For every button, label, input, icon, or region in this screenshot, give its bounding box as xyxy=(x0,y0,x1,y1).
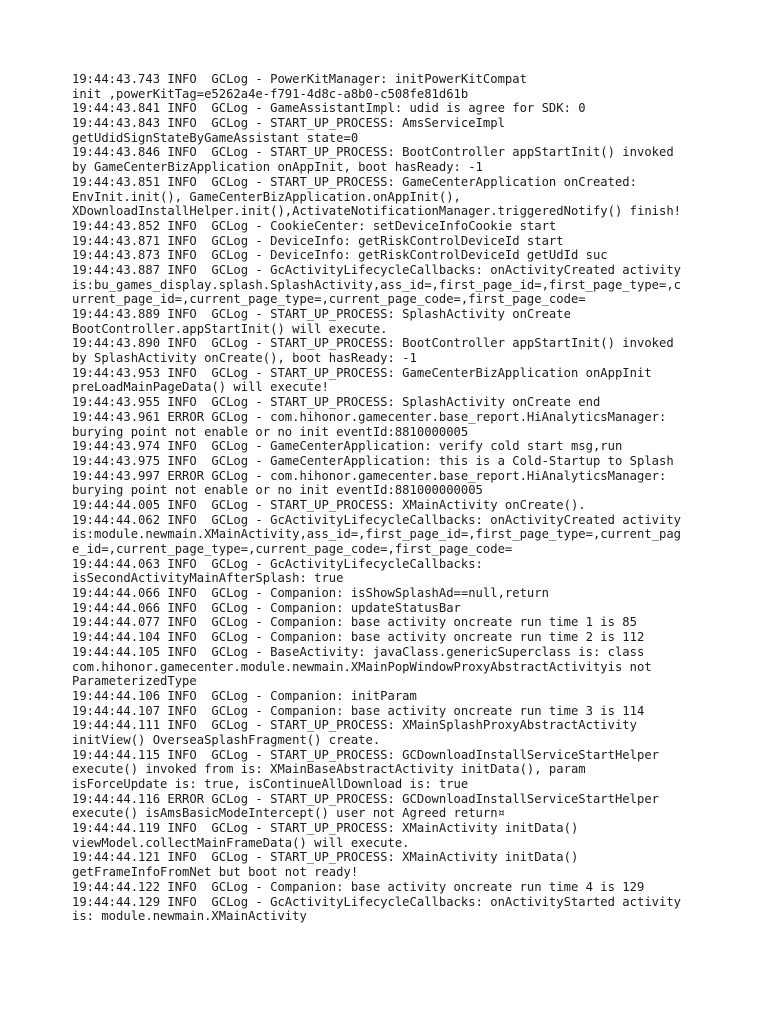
log-line: urrent_page_id=,current_page_type=,current_page_code=,first_page_code= xyxy=(72,292,586,307)
log-line: 19:44:43.843 INFO GCLog - START_UP_PROCESS: AmsServiceImpl xyxy=(72,116,505,131)
log-line: 19:44:43.887 INFO GCLog - GcActivityLifecycleCallbacks: onActivityCreated activity xyxy=(72,262,682,277)
log-line: 19:44:43.961 ERROR GCLog - com.hihonor.gamecenter.base_report.HiAnalyticsManager: xyxy=(72,409,667,424)
log-line: 19:44:43.841 INFO GCLog - GameAssistantImpl: udid is agree for SDK: 0 xyxy=(72,101,586,116)
log-line: 19:44:43.890 INFO GCLog - START_UP_PROCESS: BootController appStartInit() invoked xyxy=(72,336,674,351)
log-line: isSecondActivityMainAfterSplash: true xyxy=(72,571,344,586)
log-line: 19:44:44.005 INFO GCLog - START_UP_PROCESS: XMainActivity onCreate(). xyxy=(72,497,586,512)
log-line: 19:44:44.066 INFO GCLog - Companion: updateStatusBar xyxy=(72,600,461,615)
log-line: 19:44:44.066 INFO GCLog - Companion: isShowSplashAd==null,return xyxy=(72,586,549,601)
log-line: 19:44:44.105 INFO GCLog - BaseActivity: javaClass.genericSuperclass is: class xyxy=(72,644,645,659)
log-line: e_id=,current_page_type=,current_page_code=,first_page_code= xyxy=(72,542,513,556)
log-line: 19:44:44.106 INFO GCLog - Companion: initParam xyxy=(72,688,417,703)
log-line: burying point not enable or no init eventId:8810000005 xyxy=(72,424,469,439)
log-line: 19:44:44.121 INFO GCLog - START_UP_PROCESS: XMainActivity initData() xyxy=(72,850,579,865)
log-line: 19:44:44.115 INFO GCLog - START_UP_PROCESS: GCDownloadInstallServiceStartHelper xyxy=(72,747,659,762)
log-line: com.hihonor.gamecenter.module.newmain.XMainPopWindowProxyAbstractActivityis not xyxy=(72,659,652,674)
log-line: 19:44:44.063 INFO GCLog - GcActivityLifecycleCallbacks: xyxy=(72,556,483,571)
log-line: 19:44:43.873 INFO GCLog - DeviceInfo: getRiskControlDeviceId getUdId suc xyxy=(72,248,608,263)
log-text-block xyxy=(72,72,702,924)
log-line: 19:44:43.851 INFO GCLog - START_UP_PROCESS: GameCenterApplication onCreated: xyxy=(72,174,637,189)
log-line: 19:44:44.107 INFO GCLog - Companion: base activity oncreate run time 3 is 114 xyxy=(72,703,645,718)
log-line: EnvInit.init(), GameCenterBizApplication.onAppInit(), xyxy=(72,189,461,204)
log-line: is:bu_games_display.splash.SplashActivity,ass_id=,first_page_id=,first_page_type=,c xyxy=(72,277,682,292)
log-line: 19:44:44.122 INFO GCLog - Companion: base activity oncreate run time 4 is 129 xyxy=(72,879,645,894)
log-line: 19:44:43.955 INFO GCLog - START_UP_PROCESS: SplashActivity onCreate end xyxy=(72,395,601,410)
log-line: 19:44:44.062 INFO GCLog - GcActivityLifecycleCallbacks: onActivityCreated activity xyxy=(72,512,682,527)
log-line: 19:44:44.111 INFO GCLog - START_UP_PROCESS: XMainSplashProxyAbstractActivity xyxy=(72,718,637,733)
log-line: isForceUpdate is: true, isContinueAllDownload is: true xyxy=(72,777,469,791)
log-line: viewModel.collectMainFrameData() will execute. xyxy=(72,835,410,850)
log-line: 19:44:43.974 INFO GCLog - GameCenterApplication: verify cold start msg,run xyxy=(72,439,623,454)
log-line: 19:44:43.953 INFO GCLog - START_UP_PROCESS: GameCenterBizApplication onAppInit xyxy=(72,365,652,380)
log-line: 19:44:44.129 INFO GCLog - GcActivityLifecycleCallbacks: onActivityStarted activity xyxy=(72,894,682,909)
log-line: init ,powerKitTag=e5262a4e-f791-4d8c-a8b0-c508fe81d61b xyxy=(72,86,469,101)
log-line: preLoadMainPageData() will execute! xyxy=(72,380,329,395)
log-line: 19:44:43.997 ERROR GCLog - com.hihonor.gamecenter.base_report.HiAnalyticsManager: xyxy=(72,468,667,483)
log-line: 19:44:44.119 INFO GCLog - START_UP_PROCESS: XMainActivity initData() xyxy=(72,821,579,836)
log-line: execute() invoked from is: XMainBaseAbstractActivity initData(), param xyxy=(72,762,586,777)
log-line: 19:44:44.077 INFO GCLog - Companion: base activity oncreate run time 1 is 85 xyxy=(72,615,637,630)
log-line: 19:44:44.116 ERROR GCLog - START_UP_PROCESS: GCDownloadInstallServiceStartHelper xyxy=(72,791,659,806)
log-line: getFrameInfoFromNet but boot not ready! xyxy=(72,865,359,880)
log-line: burying point not enable or no init eventId:881000000005 xyxy=(72,483,483,498)
log-line: getUdidSignStateByGameAssistant state=0 xyxy=(72,130,359,145)
log-line: by GameCenterBizApplication onAppInit, boot hasReady: -1 xyxy=(72,160,483,175)
log-line: execute() isAmsBasicModeIntercept() user not Agreed return¤ xyxy=(72,806,505,821)
log-line: XDownloadInstallHelper.init(),ActivateNotificationManager.triggeredNotify() finish! xyxy=(72,204,682,219)
log-line: ParameterizedType xyxy=(72,674,197,689)
log-line: is:module.newmain.XMainActivity,ass_id=,first_page_id=,first_page_type=,current_pag xyxy=(72,527,682,542)
log-line: 19:44:43.743 INFO GCLog - PowerKitManager: initPowerKitCompat xyxy=(72,72,527,86)
log-line: 19:44:43.889 INFO GCLog - START_UP_PROCESS: SplashActivity onCreate xyxy=(72,307,571,321)
log-line: is: module.newmain.XMainActivity xyxy=(72,909,307,924)
log-line: BootController.appStartInit() will execute. xyxy=(72,321,388,336)
log-line: 19:44:43.975 INFO GCLog - GameCenterApplication: this is a Cold-Startup to Splash xyxy=(72,453,674,468)
log-line: 19:44:43.846 INFO GCLog - START_UP_PROCESS: BootController appStartInit() invoked xyxy=(72,145,674,160)
log-line: by SplashActivity onCreate(), boot hasReady: -1 xyxy=(72,351,417,366)
log-line: initView() OverseaSplashFragment() create. xyxy=(72,732,381,747)
log-line: 19:44:43.871 INFO GCLog - DeviceInfo: getRiskControlDeviceId start xyxy=(72,233,564,248)
log-line: 19:44:43.852 INFO GCLog - CookieCenter: setDeviceInfoCookie start xyxy=(72,218,557,233)
log-line: 19:44:44.104 INFO GCLog - Companion: base activity oncreate run time 2 is 112 xyxy=(72,630,645,645)
